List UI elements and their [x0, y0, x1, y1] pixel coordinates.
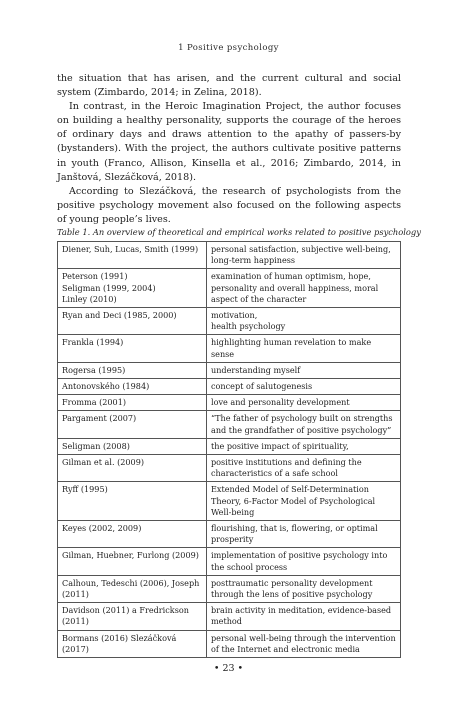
authors-cell	[58, 482, 207, 521]
authors-cell	[58, 521, 207, 548]
author-citation: Ryan and Deci (1985, 2000)	[62, 310, 177, 321]
author-citation: Keyes (2002, 2009)	[62, 523, 142, 534]
topic-text: implementation of positive psychology into the school process	[211, 550, 388, 572]
author-citation: Fromma (2001)	[62, 397, 127, 408]
author-citation: Linley (2010)	[62, 293, 117, 304]
topic-cell	[207, 630, 401, 657]
table-row	[58, 482, 401, 521]
author-citation: Gilman et al. (2009)	[62, 457, 145, 468]
topic-text: health psychology	[211, 321, 286, 332]
table-caption: Table 1. An overview of theoretical and empirical works related to positive psychology	[57, 227, 421, 237]
author-citation: Calhoun, Tedeschi (2006), Joseph (2011)	[62, 577, 200, 600]
table-row	[58, 308, 401, 335]
table-row	[58, 521, 401, 548]
topic-cell	[207, 242, 401, 269]
authors-cell	[58, 575, 207, 602]
table-row	[58, 379, 401, 395]
topic-text: concept of salutogenesis	[211, 381, 313, 392]
table-row	[58, 411, 401, 438]
topic-text: love and personality development	[211, 397, 350, 408]
topic-cell	[207, 335, 401, 362]
topic-cell	[207, 603, 401, 630]
topic-text: understanding myself	[211, 364, 301, 375]
authors-cell	[58, 411, 207, 438]
author-citation: Seligman (1999, 2004)	[62, 282, 156, 293]
topic-cell	[207, 438, 401, 454]
topic-cell	[207, 455, 401, 482]
author-citation: Pargament (2007)	[62, 413, 137, 424]
authors-cell	[58, 455, 207, 482]
author-citation: Diener, Suh, Lucas, Smith (1999)	[62, 244, 199, 254]
topic-text: brain activity in meditation, evidence-based method	[211, 605, 392, 627]
author-citation: Seligman (2008)	[62, 440, 130, 451]
table-row	[58, 269, 401, 308]
authors-cell	[58, 242, 207, 269]
table-row	[58, 630, 401, 657]
topic-text: posttraumatic personality development through the lens of positive psychology	[211, 577, 373, 600]
paragraph: In contrast, in the Heroic Imagination Project, the author focuses on building a healthy personality, supports the courage of the heroes of ordinary days and draws attention to the apathy of passers-by (bystanders). With the project, the authors cultivate positive patterns in youth (Franco, Allison, Kinsella et al., 2016; Zimbardo, 2014, in Janštová, Slezáčková, 2018).	[57, 101, 401, 183]
table-row	[58, 575, 401, 602]
author-citation: Antonovského (1984)	[62, 381, 150, 392]
authors-cell	[58, 548, 207, 575]
paragraph: According to Slezáčková, the research of psychologists from the positive psychology movement also focused on the following aspects of young people’s lives.	[57, 185, 401, 225]
author-citation: Peterson (1991)	[62, 271, 128, 282]
authors-cell	[58, 335, 207, 362]
topic-cell	[207, 395, 401, 411]
table-row	[58, 455, 401, 482]
authors-cell	[58, 379, 207, 395]
topic-cell	[207, 548, 401, 575]
authors-cell	[58, 362, 207, 378]
authors-cell	[58, 269, 207, 308]
topic-text: the positive impact of spirituality,	[211, 440, 349, 451]
topic-text: “The father of psychology built on strengths and the grandfather of positive psychology”	[211, 413, 393, 435]
topic-cell	[207, 575, 401, 602]
table-row	[58, 395, 401, 411]
topic-text: highlighting human revelation to make sense	[211, 337, 372, 359]
author-citation: Gilman, Huebner, Furlong (2009)	[62, 550, 199, 561]
topic-text: personal well-being through the intervention of the Internet and electronic media	[211, 632, 396, 654]
authors-cell	[58, 438, 207, 454]
body-text	[57, 72, 401, 227]
table-row	[58, 242, 401, 269]
topic-text: Extended Model of Self-Determination Theory, 6-Factor Model of Psychological Well-being	[211, 484, 376, 517]
topic-cell	[207, 482, 401, 521]
topic-cell	[207, 308, 401, 335]
topic-text: positive institutions and defining the characteristics of a safe school	[211, 457, 362, 479]
table-row	[58, 548, 401, 575]
author-citation: Frankla (1994)	[62, 337, 124, 348]
authors-cell	[58, 630, 207, 657]
paragraph: the situation that has arisen, and the current cultural and social system (Zimbardo, 2014; in Zelina, 2018).	[57, 73, 401, 99]
table-row	[58, 603, 401, 630]
running-head: 1 Positive psychology	[178, 43, 279, 53]
topic-cell	[207, 411, 401, 438]
table-body	[58, 242, 401, 658]
topic-cell	[207, 379, 401, 395]
table-row	[58, 362, 401, 378]
topic-text: motivation,	[211, 310, 258, 321]
topic-text: examination of human optimism, hope, personality and overall happiness, moral aspect of the character	[211, 271, 379, 304]
topic-cell	[207, 362, 401, 378]
author-citation: Rogersa (1995)	[62, 364, 126, 375]
author-citation: Davidson (2011) a Fredrickson (2011)	[62, 605, 189, 627]
table-row	[58, 438, 401, 454]
overview-table	[57, 241, 401, 658]
topic-text: personal satisfaction, subjective well-being, long-term happiness	[211, 244, 391, 266]
authors-cell	[58, 603, 207, 630]
author-citation: Ryff (1995)	[62, 484, 108, 495]
page-number: • 23 •	[213, 663, 244, 674]
authors-cell	[58, 308, 207, 335]
author-citation: Bormans (2016) Slezáčková (2017)	[62, 632, 177, 654]
topic-text: flourishing, that is, flowering, or optimal prosperity	[211, 523, 378, 545]
topic-cell	[207, 521, 401, 548]
topic-cell	[207, 269, 401, 308]
authors-cell	[58, 395, 207, 411]
table-row	[58, 335, 401, 362]
